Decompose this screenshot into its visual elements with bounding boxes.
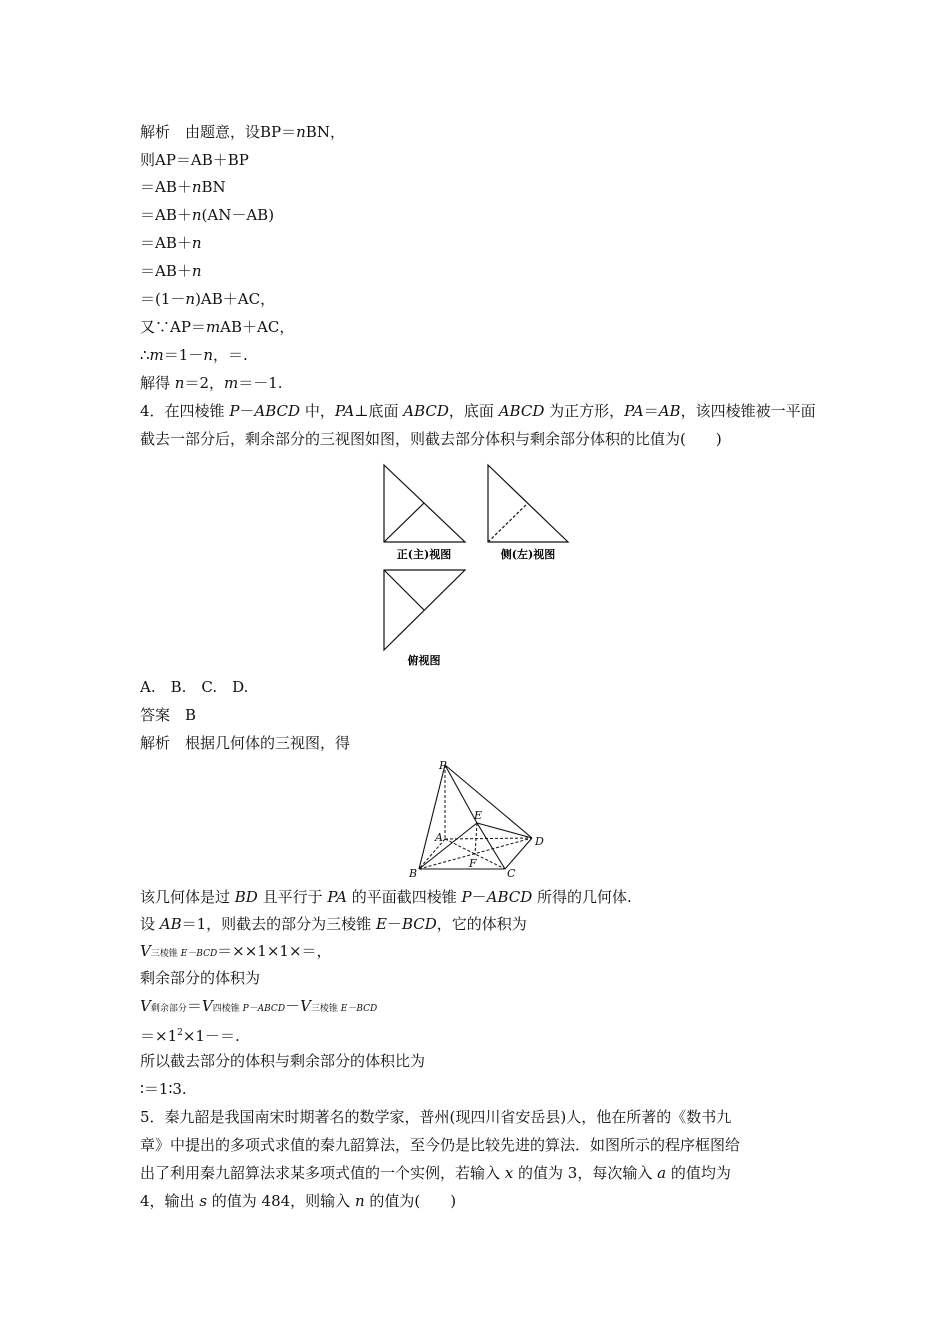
label-P: P — [439, 759, 447, 772]
solution-line-8: 又∵AP＝mAB＋AC， — [140, 318, 295, 336]
label-A: A — [435, 831, 443, 844]
top-view — [384, 570, 465, 650]
solution-line-5: ＝AB＋n — [140, 234, 202, 252]
solution-line-2: 则AP＝AB＋BP — [140, 151, 249, 169]
explanation-line-6: $=\times 1^2\times 1-=$. — [140, 1027, 240, 1045]
explanation-line-1: 该几何体是过 BD 且平行于 PA 的平面截四棱锥 P－ABCD 所得的几何体. — [140, 888, 632, 906]
side-view — [488, 465, 568, 542]
label-D: D — [535, 835, 544, 848]
pyramid-figure — [405, 757, 550, 879]
analysis-line: 解析 根据几何体的三视图，得 — [140, 734, 351, 752]
solution-line-10: 解得 n＝2，m＝－1. — [140, 374, 283, 392]
front-view — [384, 465, 465, 542]
solution-line-4: ＝AB＋n(AN－AB) — [140, 206, 275, 224]
solution-line-7: ＝(1－n)AB＋AC， — [140, 290, 276, 308]
answer-options: A. B. C. D. — [140, 678, 249, 696]
label-C: C — [507, 867, 516, 879]
top-view-label: 俯视图 — [407, 654, 441, 667]
explanation-line-2: 设 AB＝1，则截去的部分为三棱锥 E－BCD，它的体积为 — [140, 915, 527, 933]
question-5-line-4: 4，输出 s 的值为 484，则输入 n 的值为( ) — [140, 1192, 457, 1210]
question-4-line-1: 4．在四棱锥 P－ABCD 中，PA⊥底面 ABCD，底面 ABCD 为正方形，PA＝AB，该四棱锥被一平面 — [140, 402, 816, 420]
three-views-figure — [370, 460, 580, 672]
label-E: E — [474, 809, 483, 822]
answer-line: 答案 B — [140, 706, 197, 724]
explanation-line-4: 剩余部分的体积为 — [140, 969, 261, 987]
label-F: F — [469, 857, 477, 870]
solution-line-9: ∴m＝1－n，＝. — [140, 346, 248, 364]
explanation-line-5: V剩余部分＝V四棱锥 P－ABCD－V三棱锥 E－BCD — [140, 997, 378, 1015]
solution-line-3: ＝AB＋nBN — [140, 178, 226, 196]
solution-line-1: 解析 由题意，设BP＝nBN， — [140, 123, 345, 141]
explanation-line-8: ∶＝1∶3. — [140, 1080, 187, 1098]
front-view-label: 正(主)视图 — [396, 548, 452, 561]
question-5-line-2: 章》中提出的多项式求值的秦九韶算法，至今仍是比较先进的算法．如图所示的程序框图给 — [140, 1136, 741, 1154]
solution-line-6: ＝AB＋n — [140, 262, 202, 280]
side-view-label: 侧(左)视图 — [500, 548, 556, 561]
explanation-line-3: V三棱锥 E－BCD＝××1×1×＝， — [140, 942, 332, 960]
question-5-line-3: 出了利用秦九韶算法求某多项式值的一个实例，若输入 x 的值为 3，每次输入 a 的值均为 — [140, 1164, 731, 1182]
question-4-line-2: 截去一部分后，剩余部分的三视图如图，则截去部分体积与剩余部分体积的比值为( ) — [140, 430, 722, 448]
question-5-line-1: 5．秦九韶是我国南宋时期著名的数学家，普州(现四川省安岳县)人，他在所著的《数书九 — [140, 1108, 732, 1126]
explanation-line-7: 所以截去部分的体积与剩余部分的体积比为 — [140, 1052, 426, 1070]
label-B: B — [409, 867, 418, 879]
